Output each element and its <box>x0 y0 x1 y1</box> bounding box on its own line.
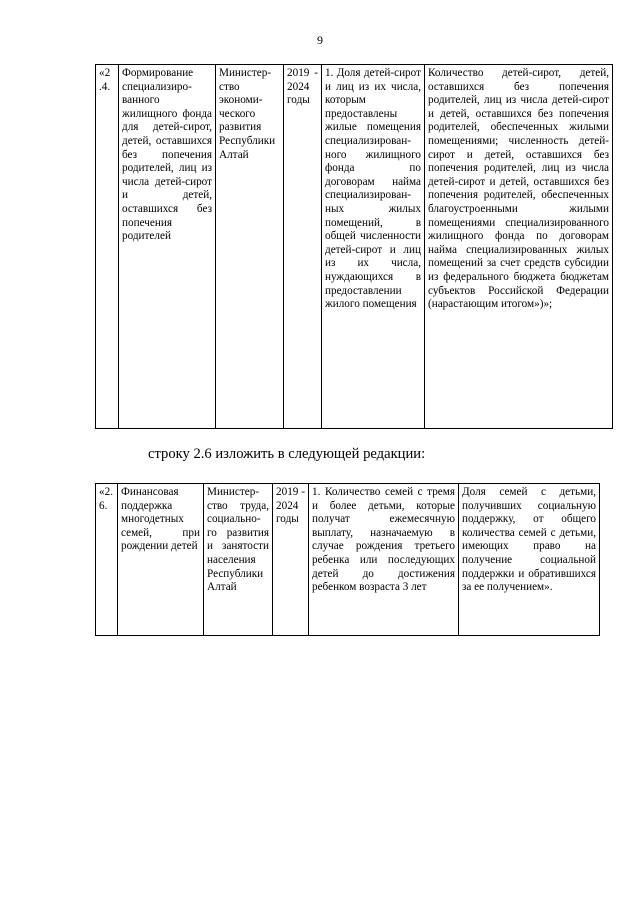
row-number-cell: «2. 6. <box>96 484 118 636</box>
program-table-row-2-6 <box>95 483 600 636</box>
executor-cell: Министер-ство экономи-ческого развития Республики Алтай <box>216 65 284 429</box>
executor-cell: Министер-ство труда, социально-го развития и занятости населения Республики Алтай <box>204 484 273 636</box>
activity-name-cell: Формирование специализиро-ванного жилищного фонда для детей-сирот, детей, оставшихся без попечения родителей, лиц из числа детей-сирот и детей, оставшихся без попечения родителей <box>119 65 216 429</box>
indicator-cell: 1. Доля детей-сирот и лиц из их числа, которым предоставлены жилые помещения специализирован-ного жилищного фонда по договорам найма специализирован-ных жилых помещений, в общей численности детей-сирот и лиц из их числа, нуждающихся в предоставлении жилого помещения <box>322 65 425 429</box>
indicator-cell: 1. Количество семей с тремя и более детьми, которые получат ежемесячную выплату, назначаемую в случае рождения третьего ребенка или последующих детей до достижения ребенком возраста 3 лет <box>309 484 459 636</box>
period-cell: 2019 - 2024 годы <box>273 484 309 636</box>
page-number: 9 <box>317 33 323 47</box>
activity-name-cell: Финансовая поддержка многодетных семей, при рождении детей <box>118 484 204 636</box>
edit-instruction: строку 2.6 изложить в следующей редакции: <box>148 446 426 462</box>
table-row <box>96 484 600 636</box>
row-number-cell: «2 .4. <box>96 65 119 429</box>
formula-cell: Количество детей-сирот, детей, оставшихся без попечения родителей, лиц из числа детей-сирот и детей, оставшихся без попечения родителей, обеспеченных жилыми помещениями; численность детей-сирот и детей, оставшихся без попечения родителей, лиц из числа детей-сирот и детей, оставшихся без попечения родителей, обеспеченных благоустроенными жилыми помещениями специализированного жилищного фонда по договорам найма специализированных жилых помещений за счет средств субсидии из федерального бюджета бюджетам субъектов Российской Федерации (нарастающим итогом»)»; <box>425 65 613 429</box>
formula-cell: Доля семей с детьми, получивших социальную поддержку, от общего количества семей с детьми, имеющих право на получение социальной поддержки и обратившихся за ее получением». <box>459 484 600 636</box>
period-cell: 2019 - 2024 годы <box>284 65 322 429</box>
program-table-row-2-4 <box>95 64 613 429</box>
table-row <box>96 65 613 429</box>
